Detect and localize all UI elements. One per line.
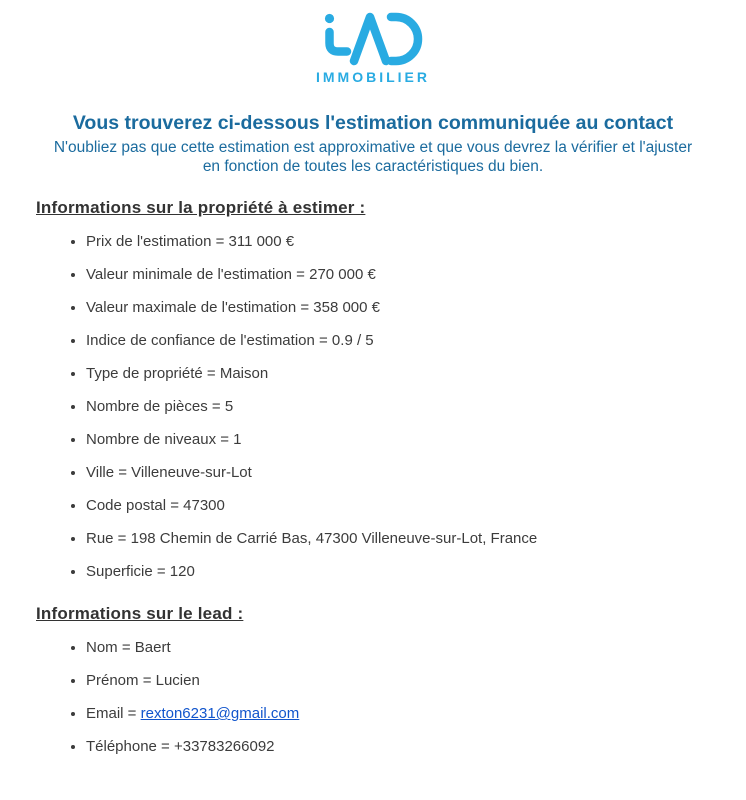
page-title: Vous trouverez ci-dessous l'estimation communiquée au contact — [72, 112, 674, 134]
property-item-city: • Ville = Villeneuve-sur-Lot — [86, 465, 710, 481]
header — [0, 111, 746, 176]
property-item-surface: • Superficie = 120 — [86, 564, 710, 580]
lead-section — [36, 604, 710, 755]
lead-section-title: Informations sur le lead : — [36, 604, 244, 623]
lead-item-first-name: • Prénom = Lucien — [86, 673, 710, 689]
property-item-max-value: • Valeur maximale de l'estimation = 358 000 € — [86, 300, 710, 316]
lead-item-last-name: • Nom = Baert — [86, 640, 710, 656]
property-item-price: • Prix de l'estimation = 311 000 € — [86, 234, 710, 250]
page-subtitle — [0, 138, 746, 176]
property-item-street: • Rue = 198 Chemin de Carrié Bas, 47300 Villeneuve-sur-Lot, France — [86, 531, 710, 547]
brand-name: IMMOBILIER — [316, 69, 430, 85]
property-item-type: • Type de propriété = Maison — [86, 366, 710, 382]
subtitle-line-1: N'oubliez pas que cette estimation est approximative et que vous devrez la vérifier et l'ajuster — [53, 139, 693, 156]
brand-header — [0, 0, 746, 85]
iad-logo-icon — [321, 10, 425, 66]
property-item-levels: • Nombre de niveaux = 1 — [86, 432, 710, 448]
property-item-min-value: • Valeur minimale de l'estimation = 270 000 € — [86, 267, 710, 283]
property-item-confidence: • Indice de confiance de l'estimation = 0.9 / 5 — [86, 333, 710, 349]
property-section-title: Informations sur la propriété à estimer : — [36, 198, 366, 217]
property-item-postal-code: • Code postal = 47300 — [86, 498, 710, 514]
property-item-rooms: • Nombre de pièces = 5 — [86, 399, 710, 415]
property-section — [36, 198, 710, 580]
property-list — [36, 234, 710, 580]
email-link[interactable]: rexton6231@gmail.com — [140, 705, 300, 722]
lead-item-email: • Email = rexton6231@gmail.com — [86, 706, 710, 722]
lead-list — [36, 640, 710, 755]
subtitle-line-2: en fonction de toutes les caractéristiques du bien. — [202, 158, 544, 175]
lead-item-phone: • Téléphone = +33783266092 — [86, 739, 710, 755]
